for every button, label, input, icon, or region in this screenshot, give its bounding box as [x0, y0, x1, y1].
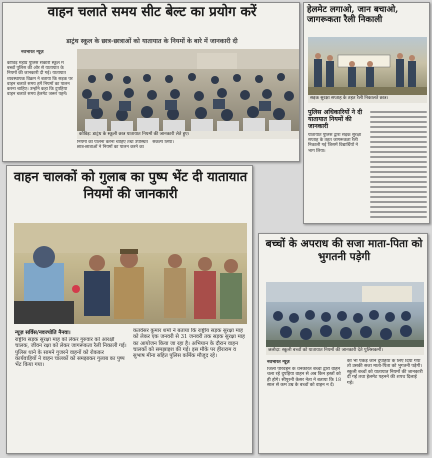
clip3-body-left: राष्ट्रीय सड़क सुरक्षा माह को लेकर गुरुवार को आरक्षी चालक, जीवन रक्षा को लेकर जागरूकता रैली निकाली गई। पुलिस थाने के सामने गुजरने वाहनों को रोककर कार्यवाहियों ने वाहन चालकों को समझाकर गुलाब का पुष्प भेंट किया गया।: [15, 337, 127, 368]
clip2-subhead: पुलिस अधिकारियों ने दी यातायात नियमों की जानकारी: [308, 109, 363, 130]
police-scene-illustration: [14, 223, 247, 324]
rally-illustration: [308, 37, 427, 95]
clip4-photo-caption: जलोदा: स्कूली बच्चों को यातायात नियमों की जानकारी देते पुलिसकर्मी।: [266, 347, 424, 355]
clip1-body2: नियमों की पालना करना चाहिए तथा उपस्थित छात्र-छात्राओं ने नियमों का पालन करने का संकल्प लिया।: [77, 140, 174, 151]
clip4-body-right: को भी पकड़े जाने दुपहिया के लिए दिया गया तो उसकी सजा माता-पिता को भुगतनी पड़ेगी। स्कूली बच्चों को यातायात नियमों की जानकारी दी गई तथा हेलमेट पहनने की शपथ दिलाई गई।: [347, 359, 423, 386]
news-clipping-seat-belt: [2, 2, 300, 162]
crowd-illustration: [77, 49, 299, 131]
clip1-byline: नवभारत न्यूज़: [21, 50, 44, 55]
clip3-body-right: कतवेसर कुमार शर्मा ने बताया कि राष्ट्रीय सड़क सुरक्षा माह को लेकर एक जनवरी से 31 जनवरी तक सड़क सुरक्षा माह का आयोजन किया जा रहा है। अभियान के दौरान वाहन चालकों को समझाइश की गई। इस मौके पर हीराराम व सुभाष मीना सहित पुलिस कर्मिक मौजूद रहे।: [133, 328, 245, 359]
clip2-body: यातायात पुलिस द्वारा सड़क सुरक्षा सप्ताह के तहत जागरूकता रैली निकाली गई जिसमें विद्यार्थियों ने भाग लिया।: [308, 133, 362, 154]
clip4-headline: बच्चों के अपराध की सजा माता-पिता को भुगतनी पड़ेगी: [265, 238, 423, 264]
clip2-headline: हेलमेट लगाओ, जान बचाओ, जागरूकता रैली निकाली: [307, 5, 399, 25]
clip4-photo-students: [266, 282, 424, 347]
clip2-body-column-right: [370, 111, 427, 221]
clip1-photo-students-assembly: [77, 49, 299, 131]
clip1-headline: वाहन चलाते समय सीट बेल्ट का प्रयोग करें: [47, 4, 257, 20]
clip3-headline: वाहन चालकों को गुलाब का पुष्प भेंट दी यातायात नियमों की जानकारी: [13, 170, 248, 202]
news-clipping-parents-punishment: [258, 233, 428, 454]
clip2-photo-caption: सड़क सुरक्षा सप्ताह के तहत रैली निकालते छात्र।: [308, 95, 427, 103]
clip3-byline: न्यूज़ सर्विस/नवज्योति नैनवा।: [15, 330, 71, 336]
classroom-illustration: [266, 282, 424, 347]
news-clipping-rose-flower: [6, 165, 253, 454]
news-clipping-helmet-rally: [303, 2, 430, 224]
clip1-body: कोविड़ महाप्र पुलिस सैक्टरी स्कूल में बच्चों पुलिस की ओर से यातायात के नियमों की जानकारी दी गई। यातायात व्यवस्थापक विक्रम ने बताया कि सड़क पर वाहन चलाते समय हमें नियमों का पालन करना चाहिए। उन्होंने कहा कि दुपहिया वाहन चलाते समय हेलमेट जरूर पहनें।: [7, 61, 73, 98]
clip1-subhead: डाट्रंथ स्कूल के छात्र-छात्राओं को यातायात के नियमों के बारे में जानकारी दी: [66, 38, 238, 45]
clip3-photo-police-flower: [14, 223, 247, 324]
clip4-byline: नवभारत न्यूज़: [267, 360, 290, 365]
clip1-photo-caption: कोविड़: डाट्रंथ के स्कूली छात्र यातायात नियमों की जानकारी लेते हुए।: [77, 131, 299, 139]
clip4-body-left: जिला परिवहन के धनकीरत बच्चों द्वारा वाहन चला रहे दुपहिया वाहन से अब किन हस्तों को ही होगे। सीपुरनी केसर नेता ने बताया कि 18 साल से कम उम्र के बच्चों को वाहन न दें।: [267, 367, 342, 389]
clip2-photo-rally: [308, 37, 427, 95]
